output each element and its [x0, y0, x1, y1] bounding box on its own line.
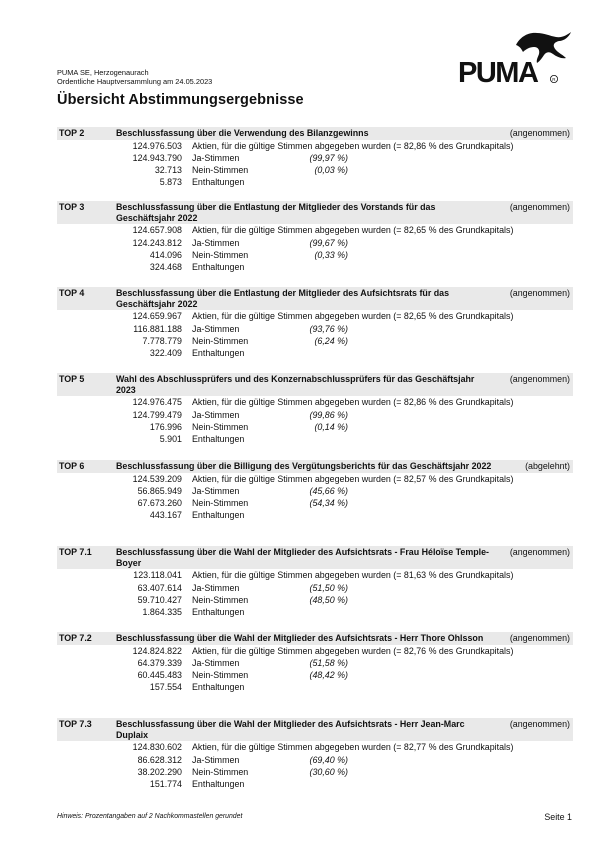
no-percent: (0,33 %) [314, 249, 348, 260]
no-label: Nein-Stimmen [192, 766, 249, 777]
no-row [57, 766, 573, 778]
abstain-row [57, 509, 573, 521]
resolution-title: Beschlussfassung über die Wahl der Mitglieder des Aufsichtsrats - Herr Thore Ohlsson [116, 633, 484, 643]
agenda-item [57, 127, 573, 188]
no-label: Nein-Stimmen [192, 335, 249, 346]
resolution-title: Beschlussfassung über die Wahl der Mitglieder des Aufsichtsrats - Herr Jean-Marc Duplaix [116, 719, 465, 741]
no-row [57, 594, 573, 606]
valid-votes-row [57, 569, 573, 581]
no-votes-value: 414.096 [149, 249, 182, 260]
no-label: Nein-Stimmen [192, 421, 249, 432]
no-percent: (48,50 %) [309, 594, 348, 605]
valid-votes-text: Aktien, für die gültige Stimmen abgegeben wurden (= 82,76 % des Grundkapitals) [192, 646, 514, 656]
no-row [57, 164, 573, 176]
valid-votes-row [57, 645, 573, 657]
no-votes-value: 38.202.290 [137, 766, 182, 777]
valid-votes-value: 124.659.967 [132, 311, 182, 322]
resolution-title: Beschlussfassung über die Verwendung des Bilanzgewinns [116, 128, 369, 138]
no-percent: (0,14 %) [314, 421, 348, 432]
agenda-item [57, 201, 573, 273]
yes-label: Ja-Stimmen [192, 323, 240, 334]
valid-votes-row [57, 741, 573, 753]
valid-votes-value: 124.657.908 [132, 225, 182, 236]
top-number: TOP 7.1 [59, 547, 92, 557]
top-number: TOP 2 [59, 128, 85, 138]
abstain-row [57, 176, 573, 188]
status-label: (angenommen) [509, 547, 570, 557]
valid-votes-row [57, 473, 573, 485]
abstain-label: Enthaltungen [192, 177, 245, 188]
abstain-label: Enthaltungen [192, 778, 245, 789]
page-title: Übersicht Abstimmungsergebnisse [57, 92, 304, 108]
yes-label: Ja-Stimmen [192, 658, 240, 669]
yes-row [57, 582, 573, 594]
resolution-title: Beschlussfassung über die Entlastung der Mitglieder des Aufsichtsrats für das Geschäftsjahr 2022 [116, 288, 450, 310]
yes-label: Ja-Stimmen [192, 754, 240, 765]
no-votes-value: 59.710.427 [137, 594, 182, 605]
no-votes-value: 7.778.779 [142, 335, 182, 346]
item-header [57, 460, 573, 473]
abstain-row [57, 681, 573, 693]
yes-votes-value: 124.943.790 [132, 153, 182, 164]
yes-row [57, 754, 573, 766]
yes-percent: (45,66 %) [309, 486, 348, 497]
valid-votes-text: Aktien, für die gültige Stimmen abgegeben wurden (= 82,86 % des Grundkapitals) [192, 397, 514, 408]
yes-votes-value: 64.379.339 [137, 658, 182, 669]
abstain-value: 157.554 [149, 682, 182, 693]
yes-percent: (99,67 %) [309, 237, 348, 248]
abstain-label: Enthaltungen [192, 606, 245, 617]
no-percent: (48,42 %) [309, 670, 348, 681]
item-header [57, 718, 573, 741]
resolution-title: Beschlussfassung über die Billigung des Vergütungsberichts für das Geschäftsjahr 2022 [116, 461, 492, 471]
abstain-value: 5.873 [159, 177, 182, 188]
yes-row [57, 409, 573, 421]
top-number: TOP 6 [59, 461, 85, 471]
yes-percent: (51,58 %) [309, 658, 348, 669]
abstain-row [57, 433, 573, 445]
yes-label: Ja-Stimmen [192, 486, 240, 497]
no-votes-value: 67.673.260 [137, 498, 182, 509]
no-votes-value: 60.445.483 [137, 670, 182, 681]
yes-percent: (93,76 %) [309, 323, 348, 334]
puma-cat-icon [458, 28, 574, 86]
resolution-title: Wahl des Abschlussprüfers und des Konzernabschlussprüfers für das Geschäftsjahr 2023 [116, 374, 475, 396]
yes-votes-value: 116.881.188 [133, 323, 182, 334]
abstain-value: 322.409 [149, 347, 182, 358]
status-label: (abgelehnt) [525, 461, 570, 471]
meeting-date: Ordentliche Hauptversammlung am 24.05.2023 [57, 77, 213, 86]
yes-votes-value: 63.407.614 [137, 582, 182, 593]
yes-percent: (99,97 %) [309, 153, 348, 164]
abstain-value: 5.901 [159, 433, 182, 444]
no-label: Nein-Stimmen [192, 165, 249, 176]
yes-label: Ja-Stimmen [192, 153, 240, 164]
valid-votes-row [57, 224, 573, 236]
agenda-item [57, 546, 573, 618]
no-label: Nein-Stimmen [192, 670, 249, 681]
abstain-label: Enthaltungen [192, 261, 245, 272]
company-info [57, 68, 212, 86]
logo-wordmark: PUMA [458, 57, 538, 86]
company-name: PUMA SE, Herzogenaurach [57, 68, 149, 77]
yes-row [57, 657, 573, 669]
status-label: (angenommen) [509, 128, 570, 138]
valid-votes-value: 124.539.209 [132, 474, 182, 484]
abstain-label: Enthaltungen [192, 510, 245, 521]
valid-votes-text: Aktien, für die gültige Stimmen abgegeben wurden (= 82,77 % des Grundkapitals) [192, 742, 514, 753]
valid-votes-text: Aktien, für die gültige Stimmen abgegeben wurden (= 82,65 % des Grundkapitals) [192, 311, 514, 322]
abstain-value: 1.864.335 [142, 606, 182, 617]
status-label: (angenommen) [509, 633, 570, 643]
yes-percent: (99,86 %) [309, 409, 348, 420]
page-number: Seite 1 [544, 812, 572, 822]
abstain-label: Enthaltungen [192, 433, 245, 444]
valid-votes-value: 124.976.503 [132, 141, 182, 151]
no-label: Nein-Stimmen [192, 498, 249, 509]
valid-votes-value: 124.824.822 [132, 646, 182, 656]
no-row [57, 421, 573, 433]
yes-percent: (51,50 %) [309, 582, 348, 593]
abstain-row [57, 606, 573, 618]
no-percent: (54,34 %) [309, 498, 348, 509]
agenda-item [57, 373, 573, 445]
no-votes-value: 176.996 [149, 421, 182, 432]
status-label: (angenommen) [509, 374, 570, 384]
abstain-value: 324.468 [149, 261, 182, 272]
yes-label: Ja-Stimmen [192, 582, 240, 593]
rounding-note: Hinweis: Prozentangaben auf 2 Nachkommastellen gerundet [57, 813, 243, 820]
yes-row [57, 237, 573, 249]
yes-row [57, 152, 573, 164]
valid-votes-row [57, 140, 573, 152]
item-header [57, 546, 573, 569]
valid-votes-text: Aktien, für die gültige Stimmen abgegeben wurden (= 82,57 % des Grundkapitals) [192, 474, 514, 484]
status-label: (angenommen) [509, 288, 570, 298]
yes-votes-value: 124.243.812 [132, 237, 182, 248]
no-label: Nein-Stimmen [192, 249, 249, 260]
yes-row [57, 485, 573, 497]
no-row [57, 497, 573, 509]
resolution-title: Beschlussfassung über die Entlastung der Mitglieder des Vorstands für das Geschäftsjahr 2022 [116, 202, 436, 224]
no-label: Nein-Stimmen [192, 594, 249, 605]
item-header [57, 373, 573, 396]
abstain-row [57, 261, 573, 273]
yes-label: Ja-Stimmen [192, 409, 240, 420]
item-header [57, 287, 573, 310]
no-percent: (0,03 %) [314, 165, 348, 176]
top-number: TOP 4 [59, 288, 85, 298]
item-header [57, 201, 573, 224]
no-row [57, 669, 573, 681]
yes-votes-value: 56.865.949 [137, 486, 182, 497]
no-percent: (30,60 %) [309, 766, 348, 777]
top-number: TOP 5 [59, 374, 85, 384]
valid-votes-text: Aktien, für die gültige Stimmen abgegeben wurden (= 82,86 % des Grundkapitals) [192, 141, 514, 151]
item-header [57, 632, 573, 645]
no-votes-value: 32.713 [154, 165, 182, 176]
yes-votes-value: 86.628.312 [137, 754, 182, 765]
valid-votes-text: Aktien, für die gültige Stimmen abgegeben wurden (= 82,65 % des Grundkapitals) [192, 225, 514, 236]
abstain-row [57, 778, 573, 790]
resolution-title: Beschlussfassung über die Wahl der Mitglieder des Aufsichtsrats - Frau Héloïse Temple-Boyer [116, 547, 489, 569]
svg-text:R: R [552, 77, 556, 82]
valid-votes-text: Aktien, für die gültige Stimmen abgegeben wurden (= 81,63 % des Grundkapitals) [192, 570, 514, 581]
no-percent: (6,24 %) [314, 335, 348, 346]
no-row [57, 249, 573, 261]
valid-votes-row [57, 396, 573, 408]
top-number: TOP 7.3 [59, 719, 92, 729]
no-row [57, 335, 573, 347]
abstain-row [57, 347, 573, 359]
valid-votes-value: 123.118.041 [133, 570, 182, 581]
yes-votes-value: 124.799.479 [132, 409, 182, 420]
agenda-item [57, 632, 573, 693]
valid-votes-value: 124.830.602 [132, 742, 182, 753]
valid-votes-value: 124.976.475 [132, 397, 182, 408]
agenda-item [57, 718, 573, 790]
abstain-value: 443.167 [149, 510, 182, 521]
top-number: TOP 3 [59, 202, 85, 212]
puma-logo [458, 28, 574, 86]
valid-votes-row [57, 310, 573, 322]
item-header [57, 127, 573, 140]
yes-percent: (69,40 %) [309, 754, 348, 765]
yes-label: Ja-Stimmen [192, 237, 240, 248]
abstain-label: Enthaltungen [192, 347, 245, 358]
abstain-label: Enthaltungen [192, 682, 245, 693]
abstain-value: 151.774 [149, 778, 182, 789]
agenda-item [57, 287, 573, 359]
status-label: (angenommen) [509, 719, 570, 729]
top-number: TOP 7.2 [59, 633, 92, 643]
status-label: (angenommen) [509, 202, 570, 212]
agenda-item [57, 460, 573, 521]
yes-row [57, 323, 573, 335]
